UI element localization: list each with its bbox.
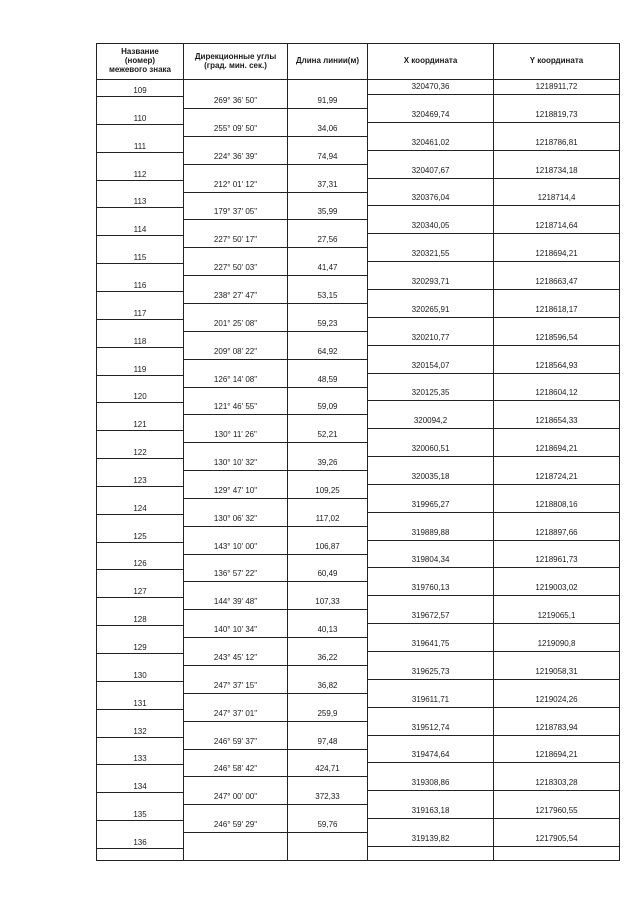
y-coordinate: 1218819,73: [535, 109, 578, 119]
point-name: 131: [133, 698, 147, 708]
x-coordinate: 320094,2: [413, 416, 448, 426]
direction-angle: 209° 08' 22": [213, 346, 258, 356]
y-coordinate: 1218961,73: [535, 555, 578, 565]
row-divider: [97, 848, 183, 849]
row-divider: [368, 762, 619, 763]
row-divider: [368, 512, 619, 513]
row-divider: [368, 233, 619, 234]
point-name: 132: [133, 726, 147, 736]
row-divider: [368, 400, 619, 401]
direction-angle: 201° 25' 08": [213, 318, 258, 328]
row-divider: [184, 470, 367, 471]
line-length: 53,15: [317, 290, 338, 300]
row-divider: [368, 317, 619, 318]
row-divider: [184, 498, 367, 499]
row-divider: [368, 818, 619, 819]
point-name: 121: [133, 420, 147, 430]
row-divider: [184, 832, 367, 833]
point-name: 135: [133, 810, 147, 820]
direction-angle: 179° 37' 05": [213, 207, 258, 217]
row-divider: [368, 735, 619, 736]
line-length: 372,33: [315, 792, 340, 802]
row-divider: [368, 428, 619, 429]
row-divider: [184, 776, 367, 777]
point-name: 129: [133, 643, 147, 652]
row-divider: [97, 375, 183, 376]
direction-angle: 269° 36' 50": [213, 96, 258, 105]
row-divider: [97, 96, 183, 97]
line-length: 59,76: [317, 820, 338, 830]
row-divider: [368, 707, 619, 708]
line-length: 41,47: [317, 263, 338, 273]
y-coordinate: 1218714,64: [535, 221, 578, 231]
direction-angle: 227° 50' 17": [213, 235, 258, 245]
direction-angle: 247° 37' 01": [213, 708, 258, 718]
line-length: 36,22: [317, 653, 338, 662]
y-coordinate: 1218808,16: [535, 499, 578, 509]
point-name: 115: [133, 253, 147, 263]
row-divider: [97, 402, 183, 403]
row-divider: [184, 721, 367, 722]
y-coordinate: 1217960,55: [535, 806, 578, 816]
row-divider: [368, 484, 619, 485]
line-length: 37,31: [317, 179, 338, 189]
x-coordinate: 320340,05: [411, 221, 450, 231]
point-name: 134: [133, 782, 147, 792]
y-coordinate: 1218694,21: [535, 750, 578, 760]
line-length: 52,21: [317, 430, 338, 440]
y-coordinate: 1219024,26: [535, 694, 578, 704]
direction-angle: 121° 46' 55": [213, 402, 258, 412]
line-length: 59,23: [317, 318, 338, 328]
direction-angle: 255° 09' 50": [213, 123, 258, 133]
row-divider: [368, 289, 619, 290]
x-coordinate: 319672,57: [411, 611, 450, 621]
row-divider: [184, 581, 367, 582]
row-divider: [184, 219, 367, 220]
line-length: 97,48: [317, 736, 338, 746]
y-coordinate: 1218604,12: [535, 388, 578, 398]
line-length: 48,59: [317, 374, 338, 384]
line-length: 74,94: [317, 151, 338, 161]
y-coordinate: 1218694,21: [535, 249, 578, 259]
y-coordinate: 1218596,54: [535, 332, 578, 342]
row-divider: [97, 152, 183, 153]
header-name: Название (номер) межевого знака: [108, 47, 172, 74]
row-divider: [97, 737, 183, 738]
row-divider: [97, 514, 183, 515]
y-coordinate: 1219065,1: [537, 611, 576, 621]
row-divider: [97, 792, 183, 793]
line-length: 106,87: [315, 541, 340, 551]
x-coordinate: 320035,18: [411, 471, 450, 481]
row-divider: [184, 136, 367, 137]
x-coordinate: 320125,35: [411, 388, 450, 398]
row-divider: [184, 192, 367, 193]
row-divider: [368, 623, 619, 624]
line-length: 60,49: [317, 569, 338, 579]
direction-angle: 126° 14' 08": [213, 374, 258, 384]
x-coordinate: 319641,75: [411, 639, 450, 648]
line-length: 64,92: [317, 346, 338, 356]
point-name: 111: [133, 141, 147, 151]
row-divider: [97, 653, 183, 654]
row-divider: [97, 764, 183, 765]
line-length: 59,09: [317, 402, 338, 412]
y-coordinate: 1218724,21: [535, 471, 578, 481]
x-coordinate: 319139,82: [411, 833, 450, 843]
row-divider: [97, 542, 183, 543]
row-divider: [368, 679, 619, 680]
row-divider: [97, 263, 183, 264]
direction-angle: 130° 10' 32": [213, 458, 258, 468]
direction-angle: 247° 00' 00": [213, 792, 258, 802]
point-name: 116: [133, 280, 147, 290]
row-divider: [184, 442, 367, 443]
point-name: 127: [133, 587, 147, 597]
x-coordinate: 320210,77: [411, 332, 450, 342]
direction-angle: 136° 57' 22": [213, 569, 258, 579]
row-divider: [184, 303, 367, 304]
direction-angle: 140° 10' 34": [213, 625, 258, 635]
row-divider: [368, 651, 619, 652]
row-divider: [97, 709, 183, 710]
header-length: Длина линии(м): [295, 56, 360, 66]
row-divider: [368, 261, 619, 262]
line-length: 35,99: [317, 207, 338, 217]
line-length: 34,06: [317, 123, 338, 133]
row-divider: [184, 108, 367, 109]
row-divider: [97, 625, 183, 626]
x-coordinate: 320265,91: [411, 304, 450, 314]
direction-angle: 246° 59' 37": [213, 736, 258, 746]
row-divider: [184, 665, 367, 666]
row-divider: [97, 458, 183, 459]
y-coordinate: 1218897,66: [535, 527, 578, 537]
line-length: 109,25: [315, 485, 340, 495]
row-divider: [368, 595, 619, 596]
direction-angle: 247° 37' 15": [213, 680, 258, 690]
line-length: 40,13: [317, 625, 338, 635]
row-divider: [97, 124, 183, 125]
header-x: X координата: [403, 56, 458, 66]
x-coordinate: 319760,13: [411, 583, 450, 593]
row-divider: [368, 790, 619, 791]
row-divider: [184, 804, 367, 805]
line-length: 259,9: [317, 708, 338, 718]
y-coordinate: 1218564,93: [535, 360, 578, 370]
row-divider: [184, 387, 367, 388]
point-name: 125: [133, 531, 147, 541]
y-coordinate: 1218694,21: [535, 444, 578, 454]
row-divider: [184, 247, 367, 248]
y-coordinate: 1218783,94: [535, 722, 578, 732]
row-divider: [368, 205, 619, 206]
y-coordinate: 1218618,17: [535, 304, 578, 314]
direction-angle: 224° 36' 39": [213, 151, 258, 161]
x-coordinate: 320469,74: [411, 109, 450, 119]
y-coordinate: 1219058,31: [535, 666, 578, 676]
x-coordinate: 319625,73: [411, 666, 450, 676]
y-coordinate: 1217905,54: [535, 833, 578, 843]
x-coordinate: 320154,07: [411, 360, 450, 370]
x-coordinate: 319512,74: [411, 722, 450, 732]
row-divider: [184, 637, 367, 638]
line-length: 91,99: [317, 96, 338, 105]
row-divider: [368, 373, 619, 374]
row-divider: [368, 540, 619, 541]
coordinates-table: [96, 43, 620, 861]
direction-angle: 246° 58' 42": [213, 764, 258, 774]
x-coordinate: 319308,86: [411, 778, 450, 788]
row-divider: [184, 749, 367, 750]
row-divider: [97, 291, 183, 292]
x-coordinate: 320293,71: [411, 276, 450, 286]
x-coordinate: 319163,18: [411, 806, 450, 816]
y-coordinate: 1218714,4: [537, 193, 576, 203]
row-divider: [97, 319, 183, 320]
y-coordinate: 1218786,81: [535, 137, 578, 147]
y-coordinate: 1218654,33: [535, 416, 578, 426]
row-divider: [184, 359, 367, 360]
x-coordinate: 320407,67: [411, 165, 450, 175]
row-divider: [184, 554, 367, 555]
line-length: 39,26: [317, 458, 338, 468]
row-divider: [97, 820, 183, 821]
line-length: 27,56: [317, 235, 338, 245]
header-y: Y координата: [529, 56, 584, 66]
point-name: 124: [133, 503, 147, 513]
direction-angle: 227° 50' 03": [213, 263, 258, 273]
row-divider: [97, 180, 183, 181]
y-coordinate: 1218734,18: [535, 165, 578, 175]
x-coordinate: 320376,04: [411, 193, 450, 203]
point-name: 117: [133, 308, 147, 318]
y-coordinate: 1219003,02: [535, 583, 578, 593]
row-divider: [97, 430, 183, 431]
row-divider: [368, 94, 619, 95]
row-divider: [184, 331, 367, 332]
line-length: 36,82: [317, 680, 338, 690]
line-length: 117,02: [315, 513, 340, 523]
y-coordinate: 1218663,47: [535, 276, 578, 286]
direction-angle: 246° 59' 29": [213, 820, 258, 830]
row-divider: [368, 456, 619, 457]
row-divider: [184, 414, 367, 415]
point-name: 112: [133, 169, 147, 179]
row-divider: [184, 609, 367, 610]
row-divider: [97, 207, 183, 208]
row-divider: [97, 569, 183, 570]
x-coordinate: 319889,88: [411, 527, 450, 537]
point-name: 123: [133, 475, 147, 485]
point-name: 113: [133, 197, 147, 207]
point-name: 136: [133, 837, 147, 847]
row-divider: [368, 846, 619, 847]
row-divider: [368, 122, 619, 123]
x-coordinate: 320060,51: [411, 444, 450, 454]
row-divider: [97, 681, 183, 682]
x-coordinate: 319965,27: [411, 499, 450, 509]
direction-angle: 144° 39' 48": [213, 597, 258, 607]
row-divider: [184, 164, 367, 165]
point-name: 118: [133, 336, 147, 346]
line-length: 107,33: [315, 597, 340, 607]
row-divider: [184, 526, 367, 527]
point-name: 109: [133, 86, 147, 95]
point-name: 119: [133, 364, 147, 374]
direction-angle: 243° 45' 12": [213, 653, 258, 662]
x-coordinate: 319804,34: [411, 555, 450, 565]
x-coordinate: 320470,36: [411, 82, 450, 91]
row-divider: [97, 486, 183, 487]
header-angle: Дирекционные углы (град. мин. сек.): [194, 51, 277, 70]
row-divider: [368, 345, 619, 346]
point-name: 114: [133, 225, 147, 235]
point-name: 133: [133, 754, 147, 764]
direction-angle: 130° 11' 26": [214, 430, 257, 440]
header-divider: [97, 79, 619, 80]
point-name: 126: [133, 559, 147, 569]
point-name: 110: [133, 113, 147, 123]
x-coordinate: 320321,55: [411, 249, 450, 259]
direction-angle: 129° 47' 10": [213, 485, 258, 495]
row-divider: [184, 693, 367, 694]
line-length: 424,71: [315, 764, 340, 774]
y-coordinate: 1219090,8: [537, 639, 576, 648]
direction-angle: 130° 06' 32": [213, 513, 258, 523]
row-divider: [368, 178, 619, 179]
direction-angle: 238° 27' 47": [213, 290, 258, 300]
y-coordinate: 1218911,72: [535, 82, 578, 91]
direction-angle: 212° 01' 12": [213, 179, 258, 189]
direction-angle: 143° 10' 00": [213, 541, 258, 551]
x-coordinate: 319611,71: [411, 694, 450, 704]
row-divider: [368, 567, 619, 568]
point-name: 120: [133, 392, 147, 402]
x-coordinate: 319474,64: [411, 750, 450, 760]
row-divider: [97, 235, 183, 236]
row-divider: [184, 275, 367, 276]
row-divider: [368, 150, 619, 151]
point-name: 122: [133, 448, 147, 458]
point-name: 128: [133, 615, 147, 625]
row-divider: [97, 597, 183, 598]
x-coordinate: 320461,02: [411, 137, 450, 147]
y-coordinate: 1218303,28: [535, 778, 578, 788]
row-divider: [97, 347, 183, 348]
point-name: 130: [133, 670, 147, 680]
